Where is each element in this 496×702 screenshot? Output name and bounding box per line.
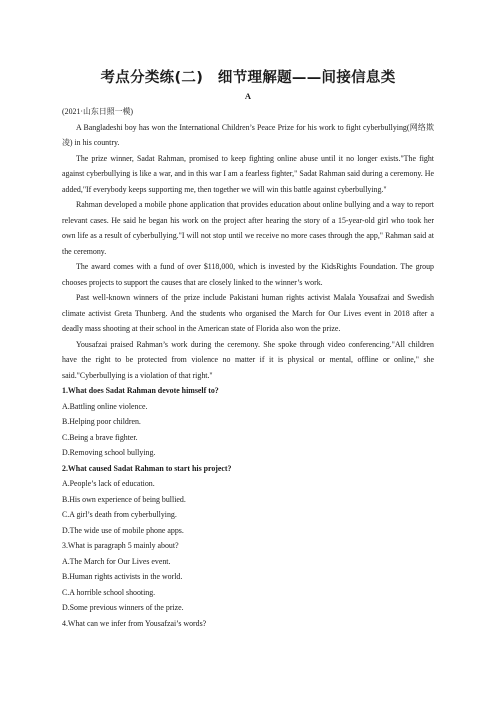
answer-option: B.Human rights activists in the world.	[62, 572, 183, 581]
answer-option: C.A horrible school shooting.	[62, 587, 156, 597]
answer-option: A.People’s lack of education.	[62, 479, 155, 488]
question-stem: 3.What is paragraph 5 mainly about?	[62, 541, 179, 550]
answer-option: D.Some previous winners of the prize.	[62, 603, 184, 612]
answer-option: B.His own experience of being bullied.	[62, 494, 186, 504]
paragraph: Rahman developed a mobile phone application that provides education about online bullying and a way to report relevant cases. He said he began his work on the project after hearing the story of a 15-year-old girl who took her own life as a result of cyberbullying."I will not stop until we receive no more cases through the app," Rahman said at the ceremony.	[62, 200, 434, 256]
section-label: A	[244, 91, 252, 101]
question-4	[62, 616, 434, 632]
answer-option: B.Helping poor children.	[62, 417, 141, 426]
answer-option: A.Battling online violence.	[62, 401, 148, 411]
answer-option: D.The wide use of mobile phone apps.	[62, 525, 184, 535]
answer-option: A.The March for Our Lives event.	[62, 556, 171, 566]
answer-option: C.Being a brave fighter.	[62, 432, 138, 442]
paragraph: The award comes with a fund of over $118,000, which is invested by the KidsRights Foundation. The group chooses projects to support the causes that are closely linked to the winner’s work.	[62, 262, 434, 287]
answer-option: C.A girl’s death from cyberbullying.	[62, 510, 177, 519]
answer-option: D.Removing school bullying.	[62, 448, 156, 457]
question-1	[62, 383, 434, 461]
document-body	[62, 104, 434, 631]
paragraph: Past well-known winners of the prize include Pakistani human rights activist Malala Yousafzai and Swedish climate activist Greta Thunberg. And the students who organised the March for Our Lives event in 2018 after a deadly mass shooting at their school in the American state of Florida also won the prize.	[62, 293, 434, 333]
page-title: 考点分类练(二) 细节理解题——间接信息类	[100, 70, 396, 86]
question-stem: 2.What caused Sadat Rahman to start his project?	[62, 463, 232, 473]
paragraph: The prize winner, Sadat Rahman, promised to keep fighting online abuse until it no longer exists."The fight against cyberbullying is like a war, and in this war I am a fearless fighter," Sadat Rahman said during a ceremony. He added,"If everybody keeps supporting me, then together we will win this battle against cyberbullying."	[62, 153, 434, 194]
question-3	[62, 538, 434, 616]
question-stem: 1.What does Sadat Rahman devote himself to?	[62, 386, 219, 395]
question-2	[62, 461, 434, 539]
paragraph: A Bangladeshi boy has won the International Children’s Peace Prize for his work to fight cyberbullying(网络欺凌) in his country.	[62, 122, 434, 147]
paragraph: Yousafzai praised Rahman’s work during the ceremony. She spoke through video conferencing."All children have the right to be protected from violence no matter if it is physical or mental, offline or online," she said."Cyberbullying is a violation of that right."	[62, 339, 434, 380]
source-note: (2021·山东日照一模)	[62, 107, 134, 116]
question-stem: 4.What can we infer from Yousafzai’s words?	[62, 618, 207, 628]
